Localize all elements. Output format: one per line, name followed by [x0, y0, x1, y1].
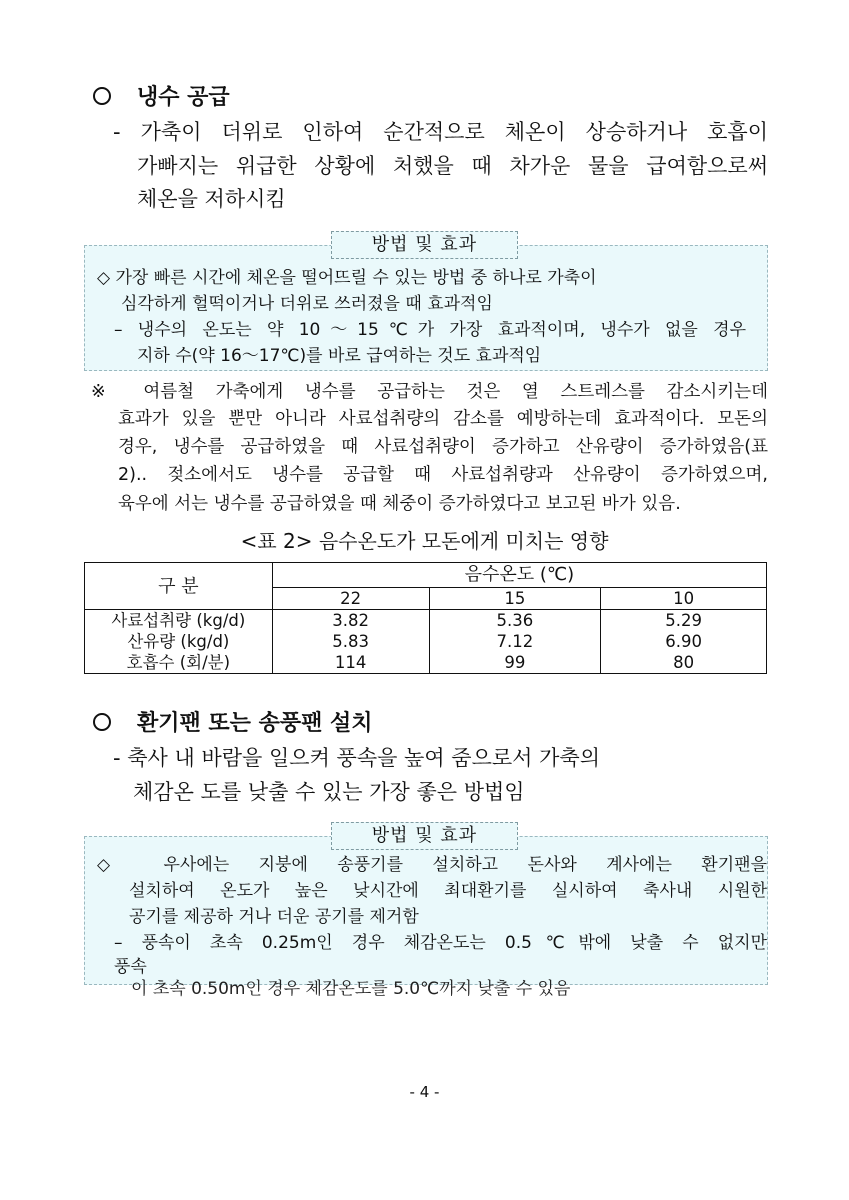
section1-heading: [93, 80, 230, 111]
box2-line-2: 설치하여 온도가 높은 낮시간에 최대환기를 실시하여 축사내 시원한: [129, 881, 767, 901]
box1-line-3: – 냉수의 온도는 약 10～15℃가 가장 효과적이며, 냉수가 없을 경우: [114, 320, 746, 340]
box2-line-5: 풍속: [114, 957, 147, 977]
table-cell: 5.29: [601, 610, 767, 632]
table-cell: 6.90: [601, 631, 767, 652]
note-line-4: 2).. 젖소에서도 냉수를 공급할 때 사료섭취량과 산유량이 증가하였으며,: [118, 465, 768, 485]
table-row: [85, 631, 767, 652]
section2-title: 환기팬 또는 송풍팬 설치: [137, 711, 373, 736]
note-line-3: 경우, 냉수를 공급하였을 때 사료섭취량이 증가하고 산유량이 증가하였음(표: [118, 437, 768, 457]
section2-heading: [93, 706, 373, 737]
table-cell: 5.36: [429, 610, 601, 632]
table-cell: 99: [429, 652, 601, 674]
method-effect-label-1: 방법 및 효과: [331, 231, 518, 259]
table-row-label: 사료섭취량 (kg/d): [85, 610, 273, 632]
section1-body-line-3: 체온을 저하시킴: [137, 187, 286, 211]
section1-body-line-1: - 가축이 더위로 인하여 순간적으로 체온이 상승하거나 호흡이: [113, 120, 768, 144]
box1-line-2: 심각하게 헐떡이거나 더위로 쓰러졌을 때 효과적임: [121, 294, 493, 314]
circle-bullet-icon: [93, 87, 111, 105]
section1-body-line-2: 가빠지는 위급한 상황에 처했을 때 차가운 물을 급여함으로써: [137, 154, 768, 178]
note-line-1: ※ 여름철 가축에게 냉수를 공급하는 것은 열 스트레스를 감소시키는데: [91, 382, 768, 402]
table-cell: 3.82: [272, 610, 429, 632]
section2-body-line-2: 체감온 도를 낮출 수 있는 가장 좋은 방법임: [133, 780, 525, 804]
box2-line-3: 공기를 제공하 거나 더운 공기를 제거함: [129, 907, 419, 927]
table-cell: 80: [601, 652, 767, 674]
table-column-header: 22: [272, 588, 429, 610]
table-row-label: 산유량 (kg/d): [85, 631, 273, 652]
table-cell: 114: [272, 652, 429, 674]
box1-line-4: 지하 수(약 16～17℃)를 바로 급여하는 것도 효과적임: [137, 346, 542, 366]
table-group-header: 음수온도 (℃): [272, 563, 766, 588]
table-header-row: [85, 563, 767, 588]
table-row: [85, 610, 767, 632]
note-line-2: 효과가 있을 뿐만 아니라 사료섭취량의 감소를 예방하는데 효과적이다. 모돈의: [118, 409, 768, 429]
table-column-header: 10: [601, 588, 767, 610]
box2-line-1: ◇ 우사에는 지붕에 송풍기를 설치하고 돈사와 계사에는 환기팬을: [97, 855, 767, 875]
box2-line-6: 이 초속 0.50m인 경우 체감온도를 5.0℃까지 낮출 수 있음: [131, 979, 571, 999]
section2-body-line-1: - 축사 내 바람을 일으켜 풍속을 높여 줌으로서 가축의: [113, 746, 600, 770]
table-column-header: 15: [429, 588, 601, 610]
water-temperature-table: [84, 562, 767, 674]
table-corner-header: 구 분: [85, 563, 273, 610]
table-row: [85, 652, 767, 674]
table-cell: 7.12: [429, 631, 601, 652]
method-effect-label-2: 방법 및 효과: [331, 822, 518, 850]
section1-title: 냉수 공급: [137, 85, 230, 110]
table-cell: 5.83: [272, 631, 429, 652]
table-row-label: 호흡수 (회/분): [85, 652, 273, 674]
note-line-5: 육우에 서는 냉수를 공급하였을 때 체중이 증가하였다고 보고된 바가 있음.: [118, 494, 681, 514]
box1-line-1: ◇ 가장 빠른 시간에 체온을 떨어뜨릴 수 있는 방법 중 하나로 가축이: [97, 268, 597, 288]
page-number: - 4 -: [409, 1083, 440, 1101]
box2-line-4: – 풍속이 초속 0.25m인 경우 체감온도는 0.5℃밖에 낮출 수 없지만: [114, 933, 767, 953]
circle-bullet-icon: [93, 713, 111, 731]
table-title: <표 2> 음수온도가 모돈에게 미치는 영향: [240, 529, 609, 553]
